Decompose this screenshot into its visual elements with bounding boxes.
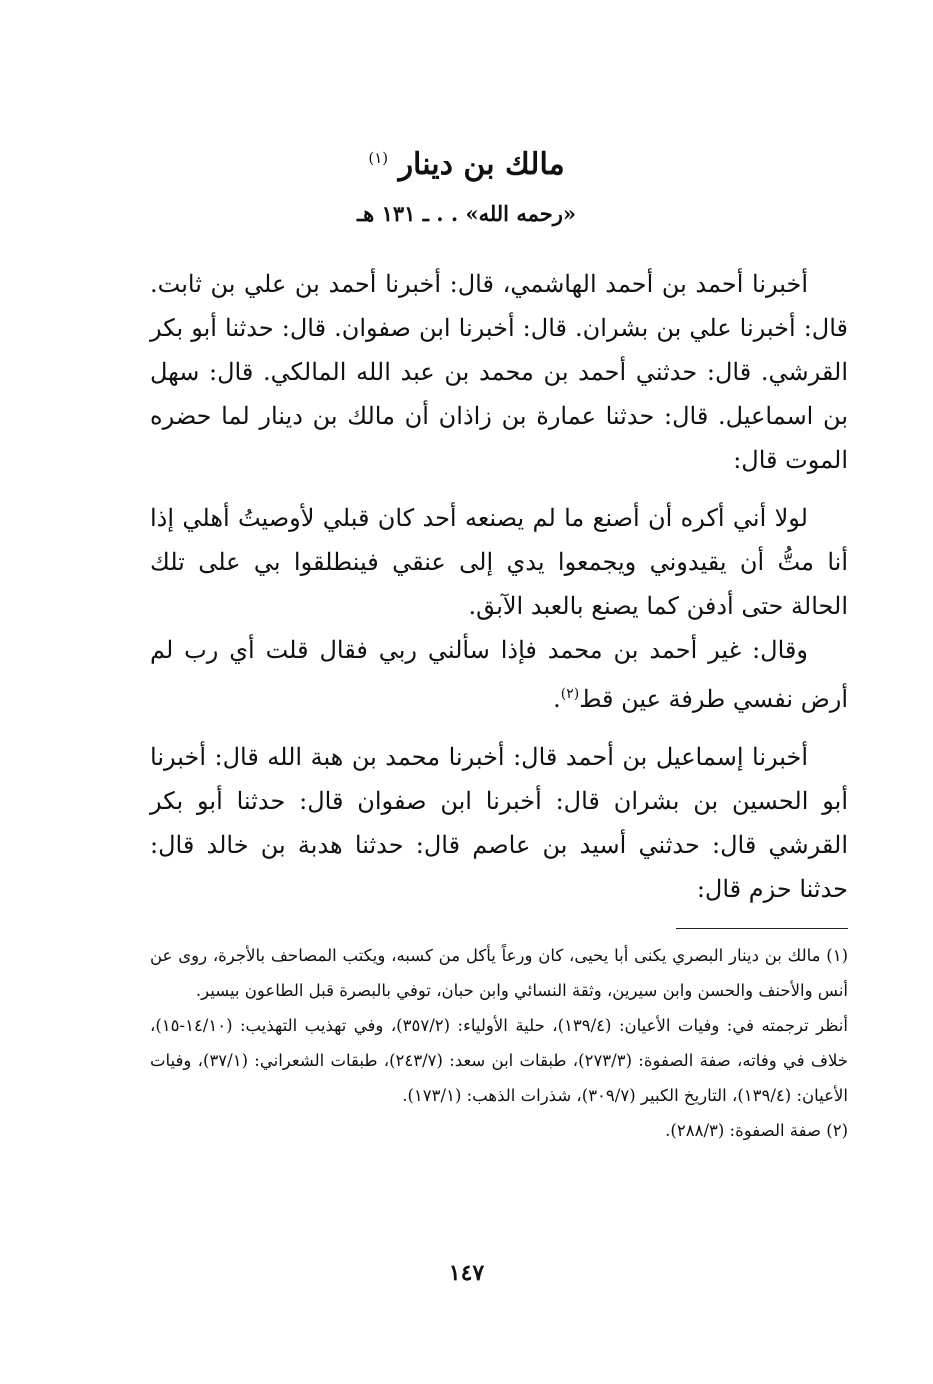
- chapter-title-text: مالك بن دينار: [398, 147, 565, 182]
- paragraph-isnad-2: أخبرنا إسماعيل بن أحمد قال: أخبرنا محمد بن هبة الله قال: أخبرنا أبو الحسين بن بشران قال: أخبرنا ابن صفوان قال: حدثنا أبو بكر القرشي قال: حدثني أسيد بن عاصم قال: حدثنا هدبة بن خالد قال: حدثنا حزم قال:: [150, 743, 848, 903]
- title-footnote-marker: (١): [368, 149, 389, 167]
- paragraph-quote: لولا أني أكره أن أصنع ما لم يصنعه أحد كان قبلي لأوصيتُ أهلي إذا أنا متُّ أن يقيدوني ويجمعوا يدي إلى عنقي فينطلقوا بي على تلك الحالة حتى أدفن كما يصنع بالعبد الآبق.: [150, 504, 848, 620]
- footnote-divider: [676, 928, 848, 929]
- main-text: [150, 262, 848, 925]
- footnote-2: (٢) صفة الصفوة: (٢٨٨/٣).: [665, 1121, 848, 1140]
- quote-footnote-marker: (٢): [560, 686, 580, 702]
- quote-continuation-text: وقال: غير أحمد بن محمد فإذا سألني ربي فقال قلت أي رب لم أرض نفسي طرفة عين قط: [150, 636, 848, 713]
- paragraph-quote-continuation: [150, 628, 848, 721]
- chapter-title: [0, 136, 933, 187]
- page-number: ١٤٧: [448, 1260, 485, 1286]
- footnote-1-sources: أنظر ترجمته في: وفيات الأعيان: (١٣٩/٤)، حلية الأولياء: (٣٥٧/٢)، وفي تهذيب التهذيب: (١٤/١٠-١٥)، خلاف في وفاته، صفة الصفوة: (٢٧٣/٣)، طبقات ابن سعد: (٢٤٣/٧)، طبقات الشعراني: (٣٧/١)، وفيات الأعيان: (١٣٩/٤)، التاريخ الكبير (٣٠٩/٧)، شذرات الذهب: (١٧٣/١).: [150, 1016, 849, 1105]
- footnotes: [150, 938, 848, 1148]
- quote-end: .: [553, 685, 561, 713]
- chapter-subtitle: «رحمه الله» . . ـ ١٣١ هـ: [357, 201, 576, 226]
- footnote-1-bio: (١) مالك بن دينار البصري يكنى أبا يحيى، كان ورعاً يأكل من كسبه، ويكتب المصاحف بالأجرة، روى عن أنس والأحنف والحسن وابن سيرين، وثقة النسائي وابن حبان، توفي بالبصرة قبل الطاعون بيسير.: [150, 946, 849, 1000]
- paragraph-isnad-1: أخبرنا أحمد بن أحمد الهاشمي، قال: أخبرنا أحمد بن علي بن ثابت. قال: أخبرنا علي بن بشران. قال: أخبرنا ابن صفوان. قال: حدثنا أبو بكر القرشي. قال: حدثني أحمد بن محمد بن عبد الله المالكي. قال: سهل بن اسماعيل. قال: حدثنا عمارة بن زاذان أن مالك بن دينار لما حضره الموت قال:: [150, 270, 848, 474]
